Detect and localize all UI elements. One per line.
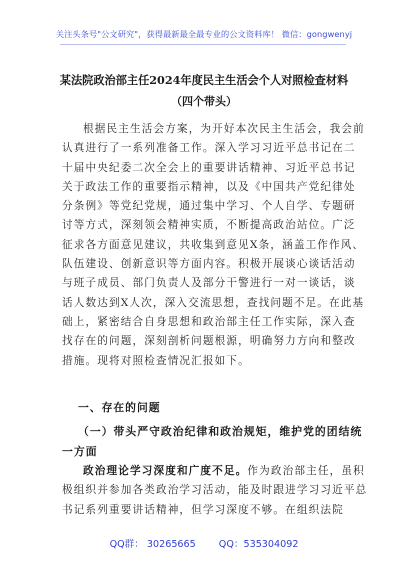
footer-qq-number: QQ：535304092: [218, 539, 299, 550]
paragraph-line: 础上，紧密结合自身思想和政治部主任工作实际，深入查: [62, 315, 356, 328]
paragraph-line: 与班子成员、部门负责人及部分干警进行一对一谈话，谈: [62, 277, 356, 290]
paragraph-line: 分条例》等党纪党规，通过集中学习、个人自学、专题研: [62, 200, 356, 213]
section-heading: 一、存在的问题: [78, 401, 161, 414]
paragraph-line: 根据民主生活会方案，为开好本次民主生活会，我会前: [83, 123, 365, 135]
paragraph-line: 找存在的问题，深刻剖析问题根源，明确努力方向和整改: [62, 335, 356, 348]
subsection-heading-line: 一方面: [62, 444, 98, 458]
body-paragraph: [62, 462, 368, 520]
paragraph-lead: 政治理论学习深度和广度不足。: [83, 465, 248, 477]
paragraph-line: 关于政法工作的重要指示精神，以及《中国共产党纪律处: [62, 180, 356, 193]
paragraph-line: 征求各方面意见建议，共收集到意见X条，涵盖工作作风、: [62, 238, 365, 251]
footer-contact: [0, 536, 408, 550]
subsection-heading: [62, 422, 363, 461]
paragraph-line: 队伍建设、创新意识等方面内容。积极开展谈心谈话活动: [62, 258, 356, 271]
subsection-heading-line: （一）带头严守政治纪律和政治规矩，维护党的团结统: [78, 425, 363, 438]
header-divider: [60, 44, 346, 45]
paragraph-line: 讨等方式，深刻领会精神实质，不断提高政治站位。广泛: [62, 219, 356, 232]
document-title: 某法院政治部主任2024年度民主生活会个人对照检查材料: [59, 73, 349, 87]
intro-paragraph: [62, 120, 365, 371]
paragraph-line: 极组织并参加各类政治学习活动，能及时跟进学习习近平总: [62, 484, 368, 497]
header-banner: 关注头条号"公文研究"，获得最新最全最专业的公文资料库！ 微信：gongwenyj: [55, 29, 353, 39]
paragraph-line: 认真进行了一系列准备工作。深入学习习近平总书记在二: [62, 142, 356, 155]
paragraph-line: 书记系列重要讲话精神，但学习深度不够。在组织法院: [62, 503, 344, 516]
paragraph-line: 话人数达到X人次，深入交流思想，查找问题不足。在此基: [62, 296, 365, 309]
document-subtitle: （四个带头）: [171, 95, 237, 108]
paragraph-line: [62, 462, 365, 481]
paragraph-line: 十届中央纪委二次全会上的重要讲话精神、习近平总书记: [62, 161, 356, 174]
paragraph-line: 措施。现将对照检查情况汇报如下。: [62, 354, 250, 367]
paragraph-lead-rest: 作为政治部主任，虽积: [247, 465, 365, 477]
footer-qq-group: QQ群： 30265665: [109, 539, 196, 550]
